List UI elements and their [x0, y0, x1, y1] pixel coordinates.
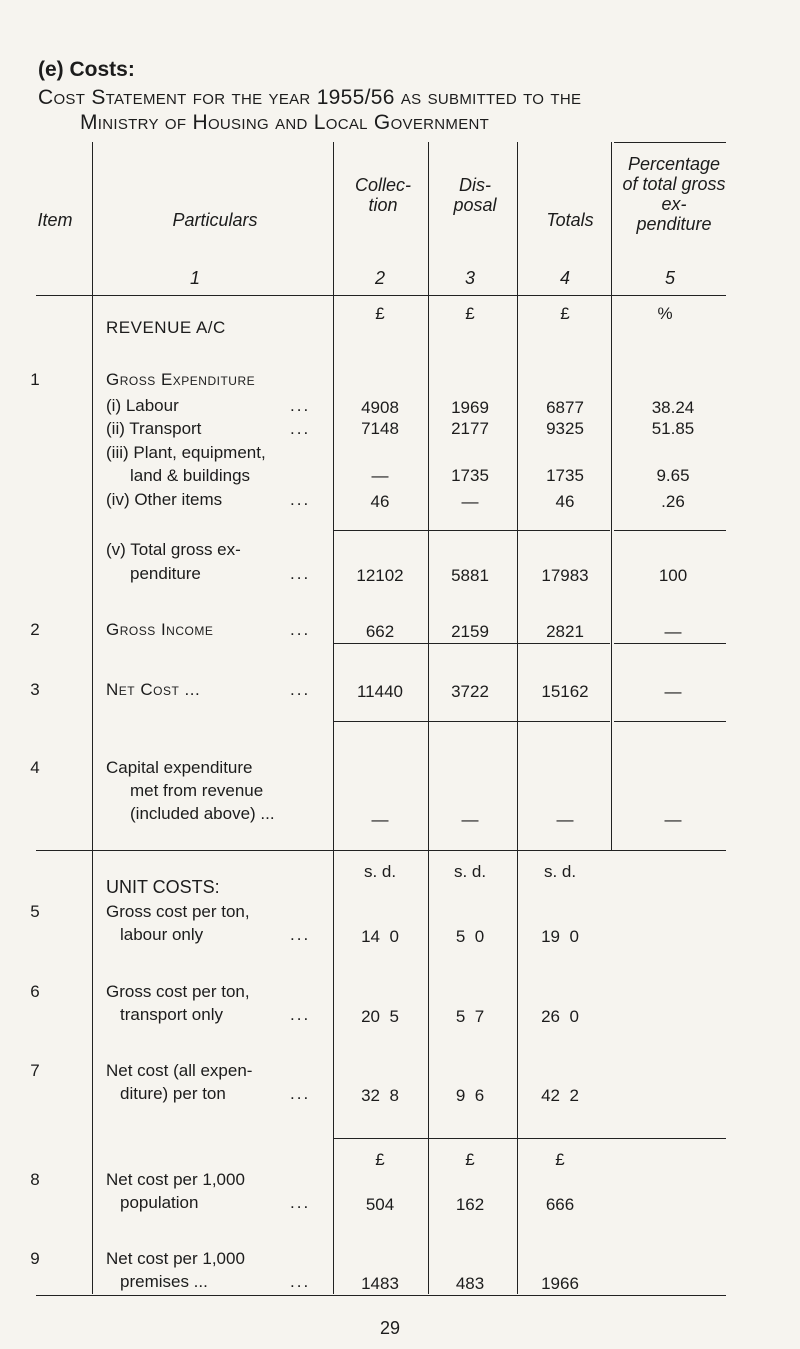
row-dots: ...: [290, 925, 311, 944]
unit-disposal: 5 0: [455, 927, 485, 946]
unit-percent: %: [657, 304, 673, 323]
row-dots: ...: [290, 419, 311, 438]
total-disposal: 5881: [451, 566, 489, 585]
row-dots: ...: [290, 1272, 311, 1291]
unit-pound-totals: £: [560, 304, 570, 323]
capital-disposal: —: [461, 810, 479, 829]
unit-collection: 20 5: [361, 1007, 399, 1026]
col-number-3: 3: [464, 268, 475, 288]
income-pct: —: [664, 622, 682, 641]
row-label-plant: (iii) Plant, equipment,: [106, 443, 266, 462]
unit-pound-collection: £: [375, 304, 385, 323]
netcost-totals: 15162: [541, 682, 589, 701]
revenue-bottom-rule: [36, 850, 726, 851]
unit-costs-header: UNIT COSTS:: [106, 877, 220, 897]
row-dots: ...: [290, 490, 311, 509]
col-number-1: 1: [189, 268, 200, 288]
unit-row-label: Net cost (all expen-: [106, 1061, 253, 1080]
unit-disposal: 5 7: [455, 1007, 485, 1026]
row-dots: ...: [290, 1005, 311, 1024]
item-number-5: 5: [30, 902, 40, 921]
item-number-6: 6: [30, 982, 40, 1001]
capital-rule-pct: [614, 721, 726, 722]
table-bottom-rule: [36, 1295, 726, 1296]
item-number-9: 9: [30, 1249, 40, 1268]
col-rule-disposal: [517, 142, 518, 1294]
col-header-percentage: Percentage of total gross ex- penditure: [622, 154, 726, 234]
col-number-5: 5: [664, 268, 675, 288]
section-heading: (e) Costs:: [38, 58, 135, 81]
plant-disposal: 1735: [451, 466, 489, 485]
unitcost-pounds-rule: [334, 1138, 726, 1139]
col-header-collection: Collec- tion: [354, 175, 411, 215]
unit-disposal: 162: [455, 1195, 485, 1214]
other-disposal: —: [461, 492, 479, 511]
row-dots: ...: [290, 1084, 311, 1103]
unit-collection: 32 8: [361, 1086, 399, 1105]
row-label-total: (v) Total gross ex-: [106, 540, 241, 559]
col-rule-item: [92, 142, 93, 1294]
capital-label: Capital expenditure: [106, 758, 253, 777]
unit-totals: 19 0: [541, 927, 579, 946]
unit-disposal: 9 6: [455, 1086, 485, 1105]
net-cost-label: Net Cost ...: [106, 680, 201, 699]
unit-row-label-2: transport only: [120, 1005, 223, 1024]
unit-row-label: Net cost per 1,000: [106, 1249, 245, 1268]
unit-totals: 42 2: [541, 1086, 579, 1105]
subtotal-rule-pct: [614, 530, 726, 531]
subtotal-rule: [334, 530, 610, 531]
item-number-2: 2: [30, 620, 40, 639]
income-collection: 662: [365, 622, 395, 641]
transport-collection: 7148: [361, 419, 399, 438]
row-label-other: (iv) Other items: [106, 490, 223, 509]
unit-row-label-2: premises ...: [120, 1272, 208, 1291]
unit-sd-collection: s. d.: [363, 862, 397, 881]
netcost-rule-pct: [614, 643, 726, 644]
item-number-8: 8: [30, 1170, 40, 1189]
row-dots: ...: [290, 564, 311, 583]
table-top-rule: [614, 142, 726, 143]
unit-pound-disposal: £: [465, 304, 475, 323]
other-totals: 46: [555, 492, 575, 511]
labour-disposal: 1969: [451, 398, 489, 417]
revenue-header: REVENUE A/C: [106, 318, 226, 337]
gross-expenditure-label: Gross Expenditure: [106, 370, 256, 389]
unit-totals: 666: [545, 1195, 575, 1214]
item-number-1: 1: [30, 370, 40, 389]
unit-row-label-2: diture) per ton: [120, 1084, 226, 1103]
col-number-2: 2: [374, 268, 385, 288]
page-number: 29: [380, 1318, 401, 1338]
item-number-7: 7: [30, 1061, 40, 1080]
row-dots: ...: [290, 396, 311, 415]
transport-totals: 9325: [546, 419, 584, 438]
col-rule-collection: [428, 142, 429, 1294]
col-rule-totals: [611, 142, 612, 850]
unit-row-label: Gross cost per ton,: [106, 982, 250, 1001]
unit-row-label: Gross cost per ton,: [106, 902, 250, 921]
labour-totals: 6877: [546, 398, 584, 417]
total-collection: 12102: [356, 566, 404, 585]
plant-totals: 1735: [546, 466, 584, 485]
unit-row-label-2: labour only: [120, 925, 204, 944]
capital-label-2: met from revenue: [130, 781, 264, 800]
item-number-3: 3: [30, 680, 40, 699]
labour-collection: 4908: [361, 398, 399, 417]
col-header-particulars: Particulars: [172, 210, 258, 230]
capital-label-3: (included above) ...: [130, 804, 275, 823]
capital-rule: [334, 721, 610, 722]
item-number-4: 4: [30, 758, 40, 777]
income-totals: 2821: [546, 622, 584, 641]
total-pct: 100: [658, 566, 688, 585]
row-dots: ...: [290, 680, 311, 699]
col-header-item: Item: [37, 210, 73, 230]
netcost-disposal: 3722: [451, 682, 489, 701]
unit-row-label-2: population: [120, 1193, 199, 1212]
capital-collection: —: [371, 810, 389, 829]
statement-title-line-1: Cost Statement for the year 1955/56 as submitted to the: [38, 86, 582, 109]
unit-sd-totals: s. d.: [543, 862, 577, 881]
gross-income-label: Gross Income: [106, 620, 214, 639]
unit-pound-collection-2: £: [375, 1150, 385, 1169]
unit-pound-disposal-2: £: [465, 1150, 475, 1169]
unit-collection: 504: [365, 1195, 395, 1214]
capital-pct: —: [664, 810, 682, 829]
other-pct: .26: [661, 492, 685, 511]
row-dots: ...: [290, 1193, 311, 1212]
row-dots: ...: [290, 620, 311, 639]
labour-pct: 38.24: [651, 398, 695, 417]
total-totals: 17983: [541, 566, 589, 585]
header-bottom-rule: [36, 295, 726, 296]
capital-totals: —: [556, 810, 574, 829]
plant-collection: —: [371, 466, 389, 485]
unit-collection: 14 0: [361, 927, 399, 946]
row-label-transport: (ii) Transport: [106, 419, 202, 438]
row-label-total-cont: penditure: [130, 564, 201, 583]
transport-pct: 51.85: [651, 419, 695, 438]
transport-disposal: 2177: [451, 419, 489, 438]
row-label-plant-cont: land & buildings: [130, 466, 251, 485]
netcost-pct: —: [664, 682, 682, 701]
col-header-totals: Totals: [546, 210, 594, 230]
netcost-collection: 11440: [356, 682, 403, 701]
row-label-labour: (i) Labour: [106, 396, 179, 415]
netcost-rule: [334, 643, 610, 644]
col-number-4: 4: [559, 268, 570, 288]
statement-title-line-2: Ministry of Housing and Local Government: [80, 111, 490, 134]
unit-pound-totals-2: £: [555, 1150, 565, 1169]
unit-totals: 26 0: [541, 1007, 579, 1026]
col-header-disposal: Dis- posal: [453, 175, 497, 215]
unit-collection: 1483: [361, 1274, 399, 1293]
unit-disposal: 483: [455, 1274, 485, 1293]
unit-sd-disposal: s. d.: [453, 862, 487, 881]
unit-totals: 1966: [541, 1274, 579, 1293]
col-rule-particulars: [333, 142, 334, 1294]
other-collection: 46: [370, 492, 390, 511]
plant-pct: 9.65: [656, 466, 690, 485]
income-disposal: 2159: [451, 622, 489, 641]
unit-row-label: Net cost per 1,000: [106, 1170, 245, 1189]
